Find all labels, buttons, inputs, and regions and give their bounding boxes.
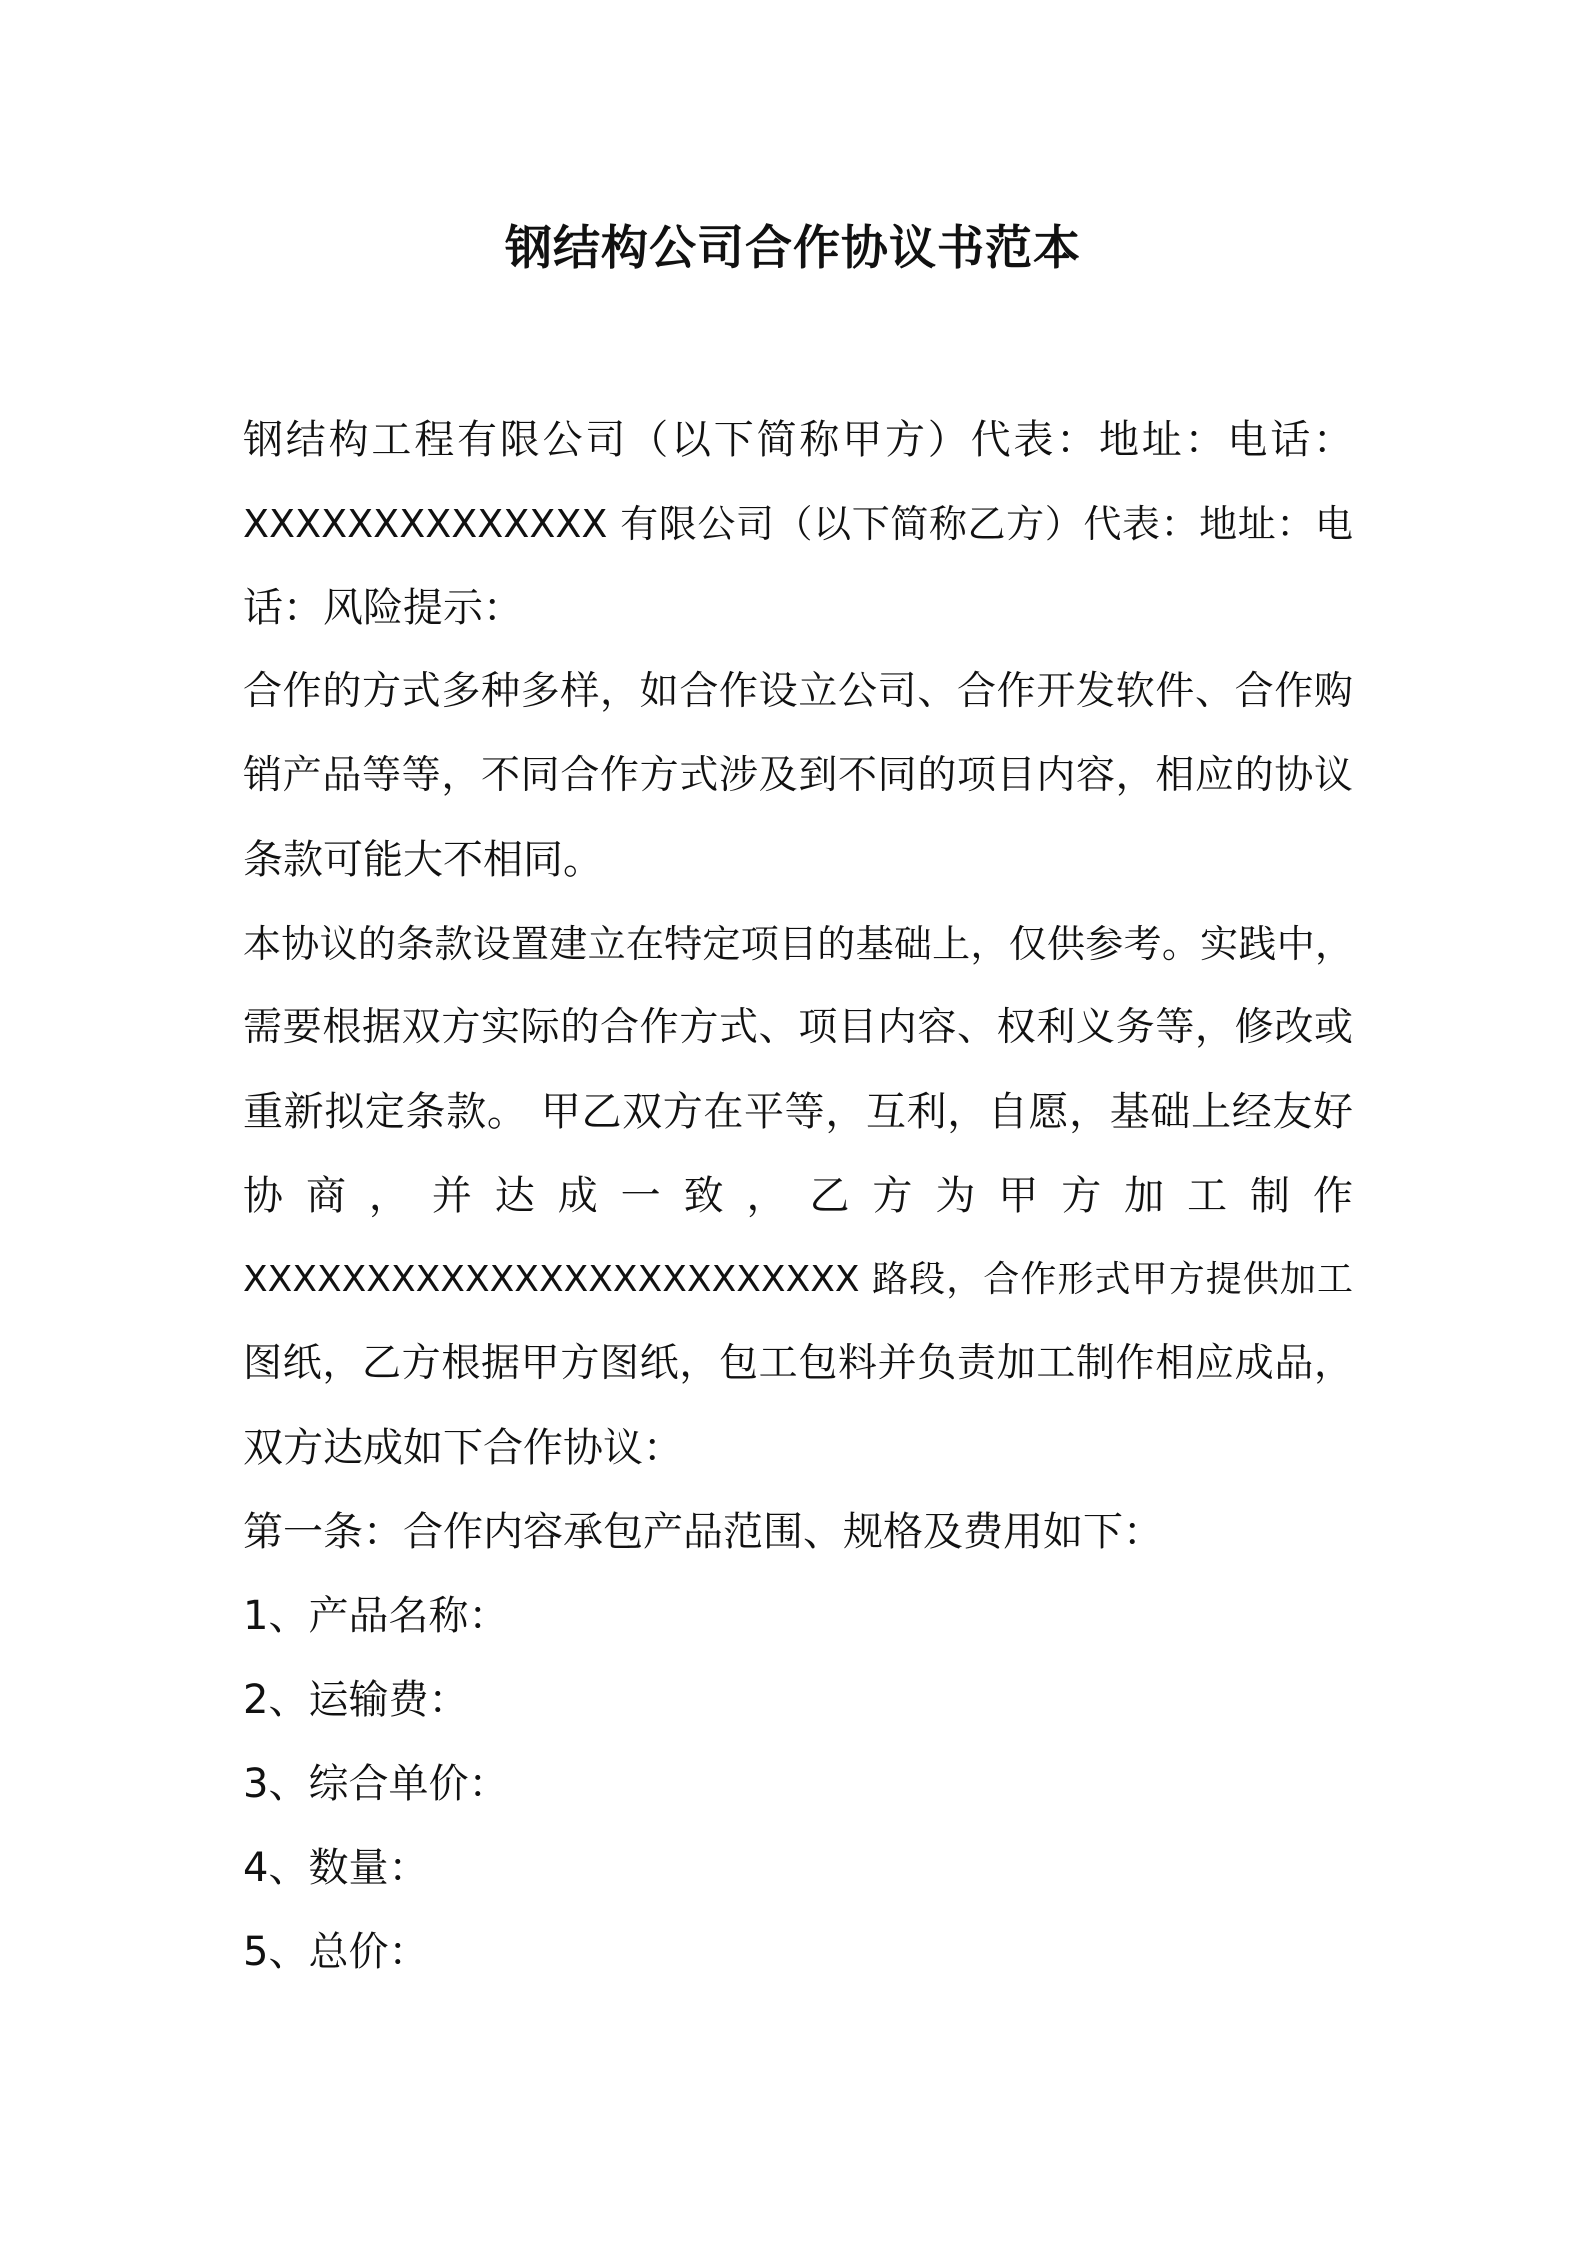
document-title: 钢结构公司合作协议书范本 bbox=[505, 221, 1081, 276]
body-line: 合作的方式多种多样，如合作设立公司、合作开发软件、合作购 bbox=[243, 669, 1353, 714]
body-line: 重新拟定条款。 甲乙双方在平等，互利，自愿，基础上经友好 bbox=[243, 1089, 1353, 1135]
body-line: 销产品等等，不同合作方式涉及到不同的项目内容，相应的协议 bbox=[243, 753, 1353, 798]
list-item: 4、数量： bbox=[243, 1845, 429, 1891]
article-heading: 第一条：合作内容承包产品范围、规格及费用如下： bbox=[243, 1509, 1163, 1555]
body-line: 双方达成如下合作协议： bbox=[243, 1425, 683, 1471]
list-item: 1、产品名称： bbox=[243, 1593, 509, 1639]
list-item: 2、运输费： bbox=[243, 1677, 469, 1723]
body-line: 本协议的条款设置建立在特定项目的基础上，仅供参考。实践中， bbox=[243, 922, 1353, 966]
body-line: XXXXXXXXXXXXXXXXXXXXXXXXX 路段，合作形式甲方提供加工 bbox=[243, 1259, 1353, 1300]
body-line: 条款可能大不相同。 bbox=[243, 837, 603, 883]
list-item: 3、综合单价： bbox=[243, 1761, 509, 1807]
document-body bbox=[243, 398, 1353, 1994]
body-line: 需要根据双方实际的合作方式、项目内容、权利义务等，修改或 bbox=[243, 1005, 1353, 1050]
body-line: 协 商 ， 并 达 成 一 致 ， 乙 方 为 甲 方 加 工 制 作 bbox=[243, 1173, 1353, 1219]
body-line: 钢结构工程有限公司（以下简称甲方）代表：地址：电话： bbox=[243, 417, 1353, 463]
list-item: 5、总价： bbox=[243, 1929, 429, 1975]
body-line: 图纸，乙方根据甲方图纸，包工包料并负责加工制作相应成品， bbox=[243, 1341, 1353, 1386]
body-line: 话：风险提示： bbox=[243, 585, 523, 631]
body-line: XXXXXXXXXXXXXX 有限公司（以下简称乙方）代表：地址：电 bbox=[243, 502, 1353, 546]
